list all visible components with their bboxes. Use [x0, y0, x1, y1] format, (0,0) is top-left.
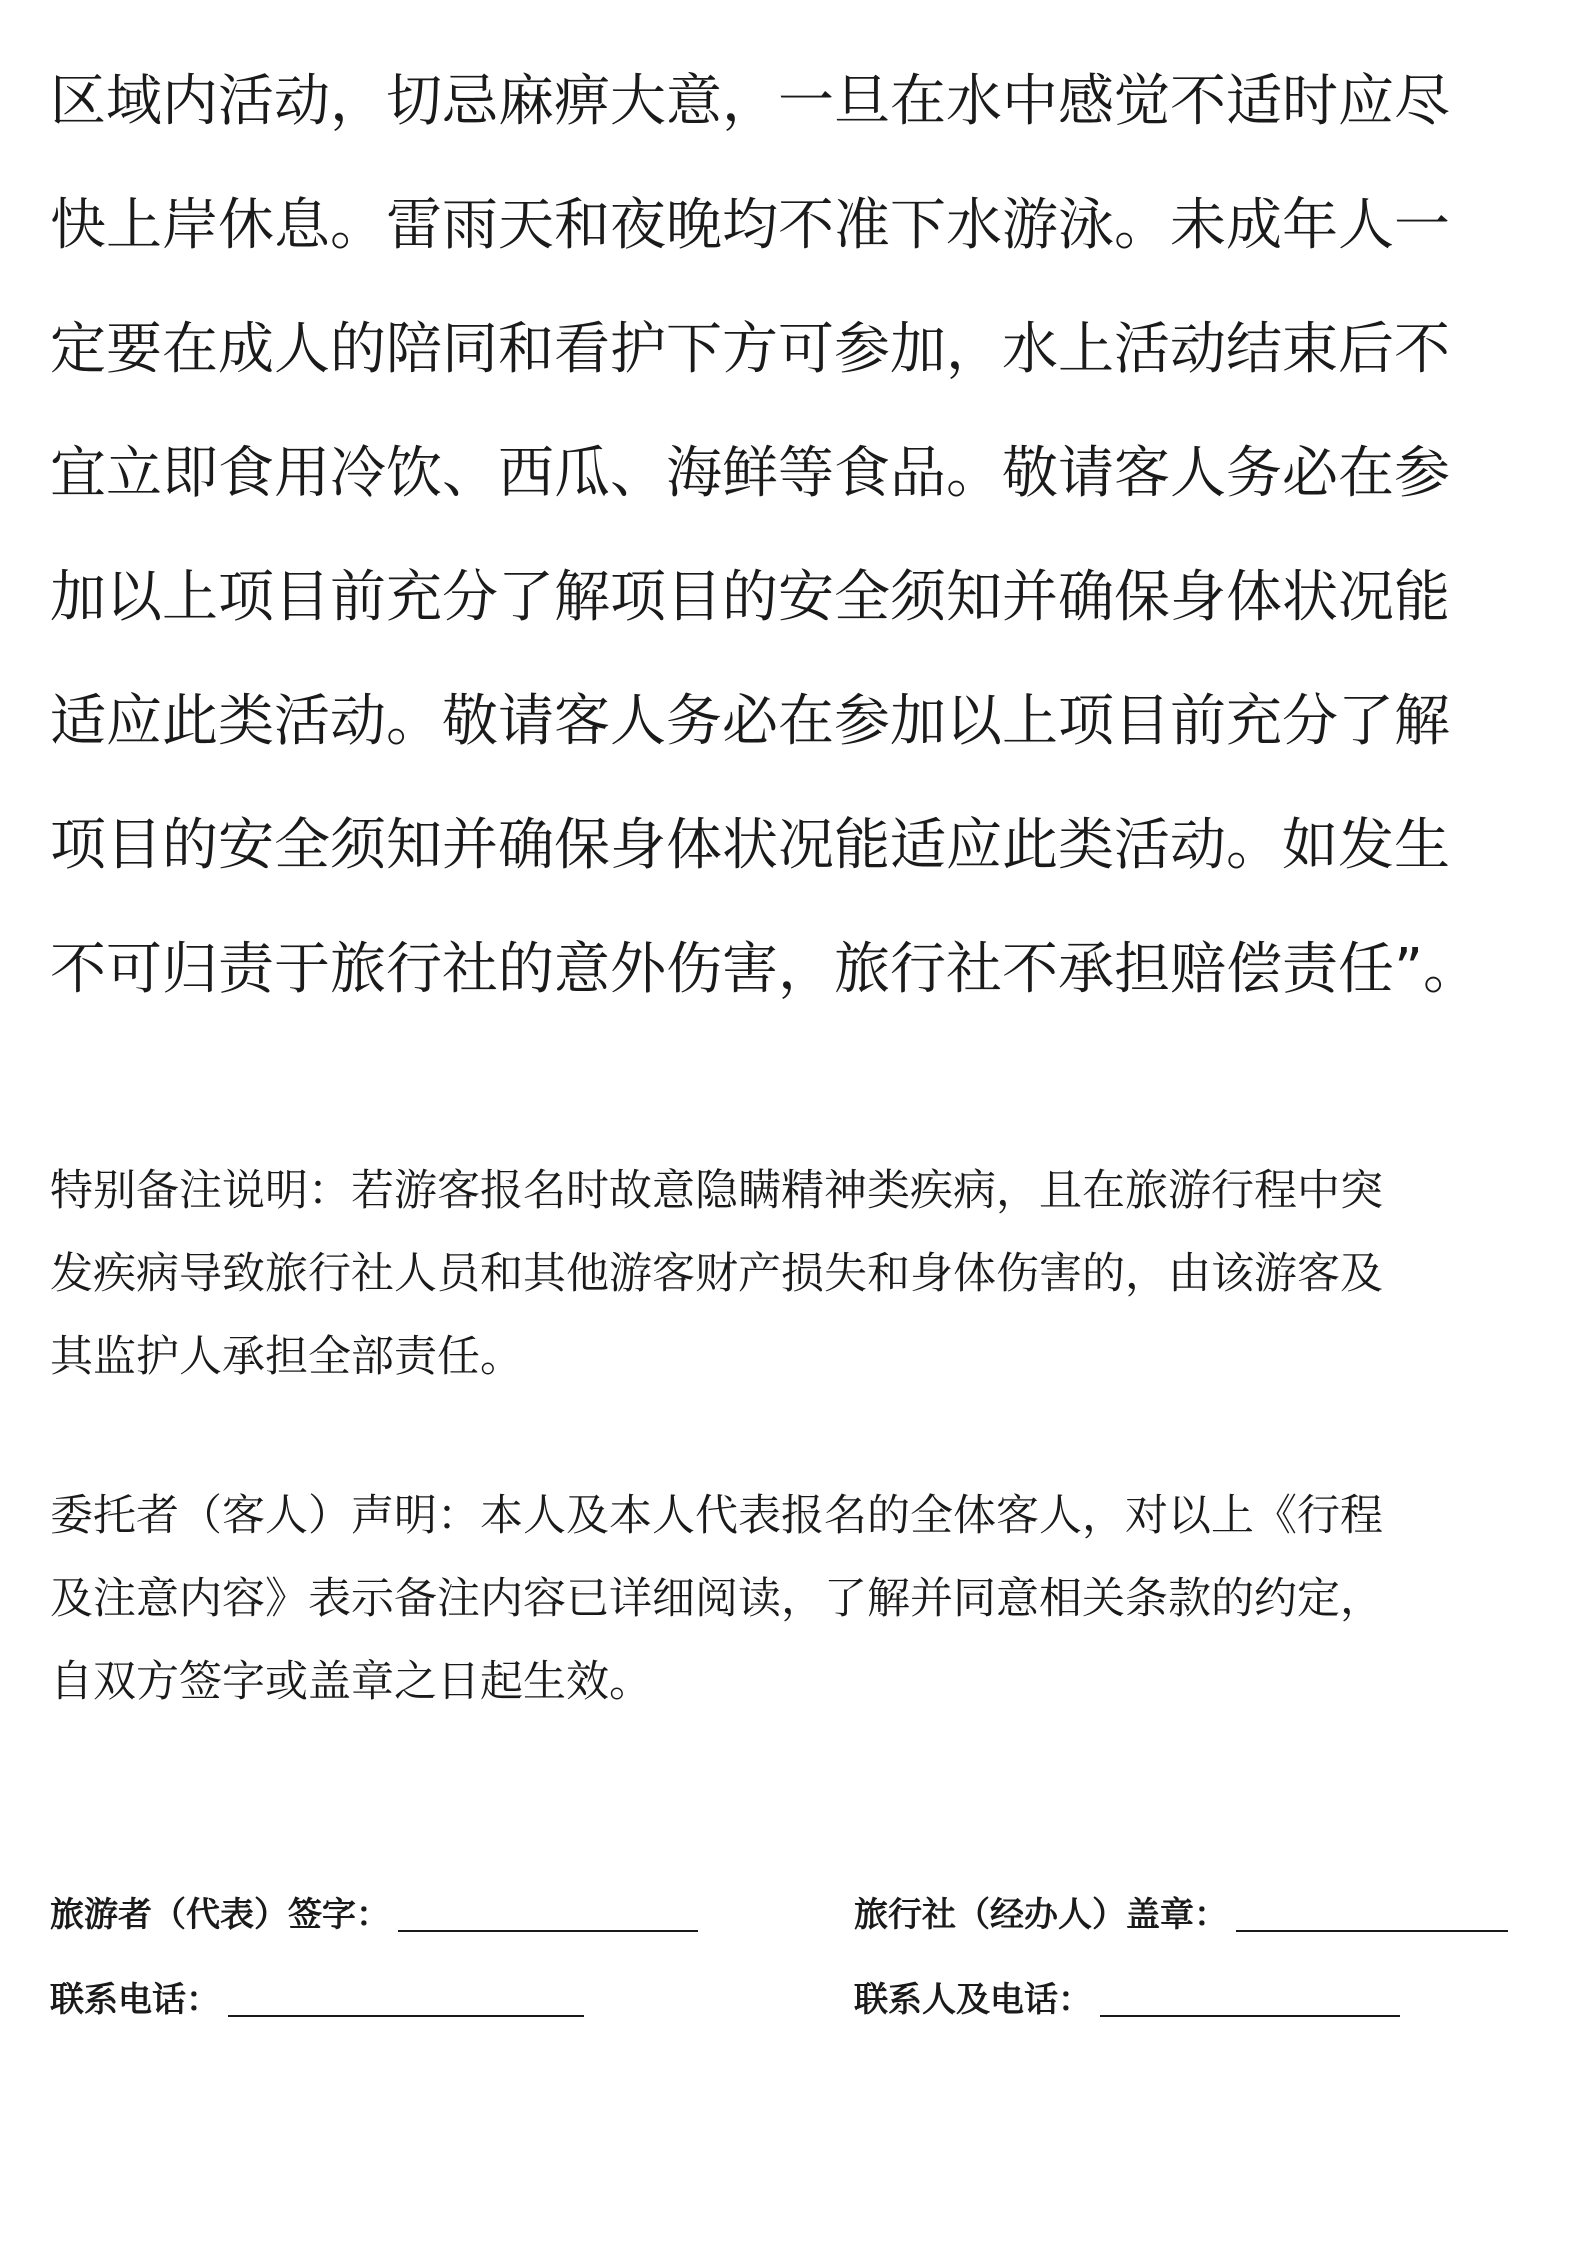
note-line: 特别备注说明：若游客报名时故意隐瞒精神类疾病，且在旅游行程中突	[50, 1166, 1383, 1216]
note-line: 及注意内容》表示备注内容已详细阅读，了解并同意相关条款的约定，	[50, 1574, 1383, 1624]
paragraph-line: 宜立即食用冷饮、西瓜、海鲜等食品。敬请客人务必在参	[50, 441, 1450, 506]
paragraph-line: 区域内活动，切忌麻痹大意，一旦在水中感觉不适时应尽	[50, 69, 1450, 134]
note-line: 发疾病导致旅行社人员和其他游客财产损失和身体伤害的，由该游客及	[50, 1249, 1383, 1299]
paragraph-line: 项目的安全须知并确保身体状况能适应此类活动。如发生	[50, 813, 1450, 878]
agency-stamp-label: 旅行社（经办人）盖章：	[854, 1895, 1228, 1935]
paragraph-line: 定要在成人的陪同和看护下方可参加，水上活动结束后不	[50, 317, 1450, 382]
agency-contact-blank[interactable]	[1100, 2015, 1400, 2017]
agency-stamp-field	[854, 1880, 1508, 1940]
agency-contact-field	[854, 1965, 1400, 2025]
traveler-phone-blank[interactable]	[228, 2015, 584, 2017]
agency-stamp-blank[interactable]	[1236, 1930, 1508, 1932]
special-note	[50, 1150, 1546, 1399]
client-declaration	[50, 1475, 1546, 1724]
paragraph-line: 适应此类活动。敬请客人务必在参加以上项目前充分了解	[50, 689, 1450, 754]
note-line: 自双方签字或盖章之日起生效。	[50, 1657, 652, 1707]
paragraph-line: 不可归责于旅行社的意外伤害，旅行社不承担赔偿责任”。	[50, 937, 1480, 1002]
note-line: 委托者（客人）声明：本人及本人代表报名的全体客人，对以上《行程	[50, 1491, 1383, 1541]
traveler-phone-field	[50, 1965, 584, 2025]
paragraph-line: 加以上项目前充分了解项目的安全须知并确保身体状况能	[50, 565, 1450, 630]
signature-row	[50, 1880, 1546, 1940]
paragraph-line: 快上岸休息。雷雨天和夜晚均不准下水游泳。未成年人一	[50, 193, 1450, 258]
contact-row	[50, 1965, 1546, 2025]
safety-paragraph	[50, 40, 1546, 1032]
note-line: 其监护人承担全部责任。	[50, 1332, 523, 1382]
traveler-signature-field	[50, 1880, 698, 1940]
agency-contact-label: 联系人及电话：	[854, 1980, 1092, 2020]
traveler-signature-label: 旅游者（代表）签字：	[50, 1895, 390, 1935]
traveler-phone-label: 联系电话：	[50, 1980, 220, 2020]
traveler-signature-blank[interactable]	[398, 1930, 698, 1932]
document-page	[50, 0, 1546, 2245]
